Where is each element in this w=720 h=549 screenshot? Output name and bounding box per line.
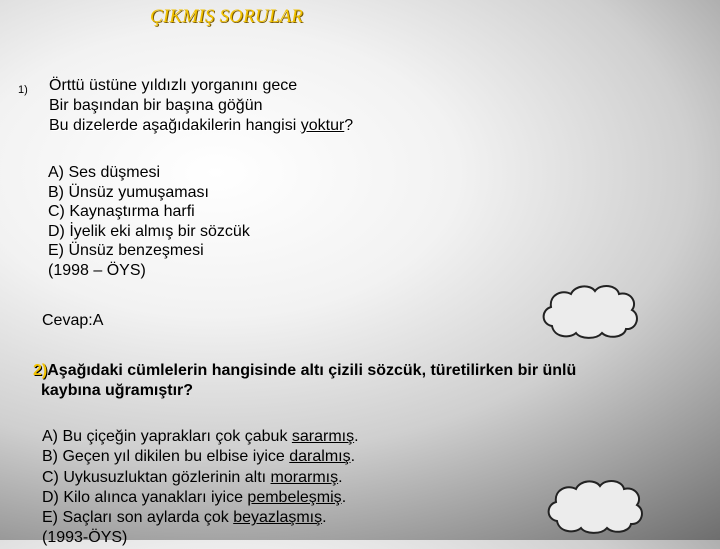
option-e: E) Saçları son aylarda çok beyazlaşmış. <box>42 509 327 527</box>
page-title: ÇIKMIŞ SORULAR <box>150 6 304 27</box>
option-d: D) İyelik eki almış bir sözcük <box>48 222 250 240</box>
question-2-prompt-line-2: kaybına uğramıştır? <box>41 382 194 399</box>
option-d: D) Kilo alınca yanakları iyice pembeleşmiş. <box>42 488 347 506</box>
question-2-source: (1993-ÖYS) <box>42 529 128 547</box>
poem-line-2: Bir başından bir başına göğün <box>49 97 263 114</box>
question-1-prompt: Bu dizelerde aşağıdakilerin hangisi yoktur? <box>49 117 354 134</box>
underlined-word: pembeleşmiş <box>247 488 342 506</box>
question-1-options <box>48 163 250 281</box>
underlined-word: morarmış <box>270 468 339 486</box>
question-2-options <box>42 427 359 549</box>
question-2-text <box>33 361 576 401</box>
option-c: C) Kaynaştırma harfi <box>48 203 195 221</box>
question-2-prompt-line-1: Aşağıdaki cümlelerin hangisinde altı çizili sözcük, türetilirken bir ünlü <box>47 362 577 379</box>
option-b: B) Geçen yıl dikilen bu elbise iyice daralmış. <box>42 448 356 466</box>
question-1-source: (1998 – ÖYS) <box>48 261 146 279</box>
question-1-number: 1) <box>18 84 28 96</box>
option-e: E) Ünsüz benzeşmesi <box>48 242 204 260</box>
option-a: A) Bu çiçeğin yaprakları çok çabuk sararmış. <box>42 428 359 445</box>
underlined-word: daralmış <box>289 448 351 466</box>
question-2-number: 2) <box>33 362 48 379</box>
answer-1: Cevap:A <box>42 312 104 329</box>
option-a: A) Ses düşmesi <box>48 164 161 181</box>
option-c: C) Uykusuzluktan gözlerinin altı morarmış. <box>42 468 343 486</box>
poem-line-1: Örttü üstüne yıldızlı yorganını gece <box>49 77 298 94</box>
option-b: B) Ünsüz yumuşaması <box>48 183 209 201</box>
underlined-word: yoktur <box>300 117 345 134</box>
cloud-shape-1[interactable] <box>538 282 642 340</box>
underlined-word: beyazlaşmış <box>233 509 323 527</box>
question-1-text <box>49 76 353 136</box>
underlined-word: sararmış <box>291 428 355 445</box>
cloud-shape-2[interactable] <box>543 477 647 535</box>
